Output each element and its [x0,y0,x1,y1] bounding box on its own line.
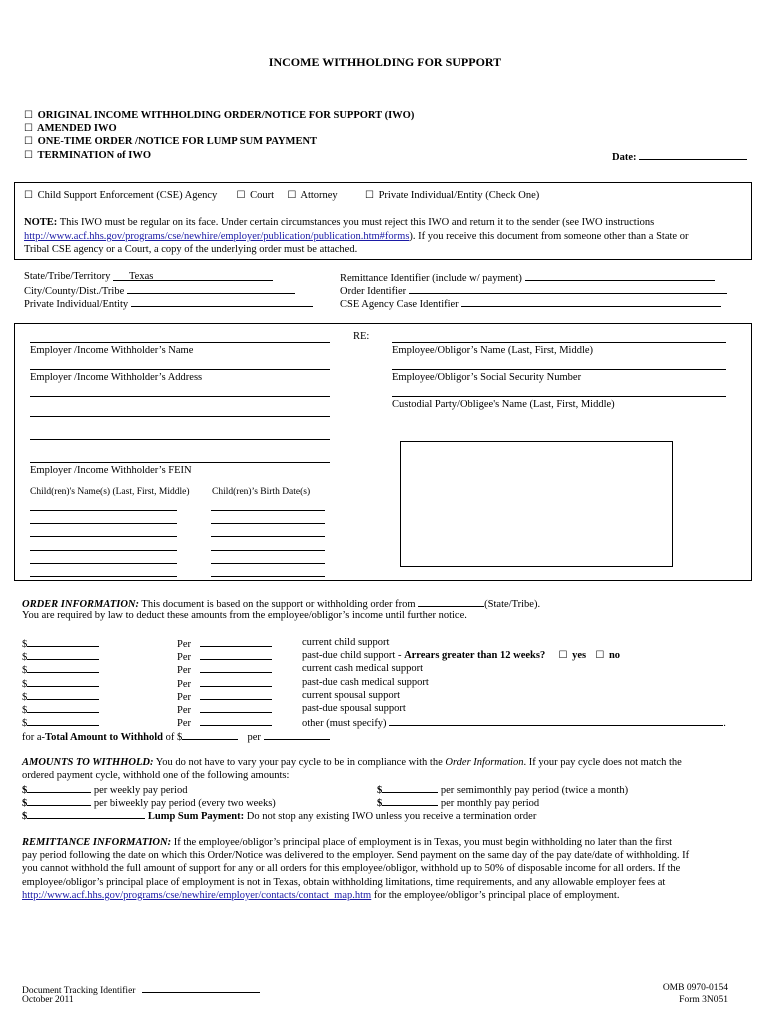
child-name-line[interactable] [30,510,177,511]
amount-row[interactable]: $ [22,663,99,676]
checkbox-icon[interactable]: ☐ [24,136,33,147]
per-input[interactable] [200,650,272,660]
lump-sum-label: Lump Sum Payment: [147,811,245,822]
order-info-heading: ORDER INFORMATION: [22,599,139,610]
remittance-id-input[interactable] [525,271,715,281]
amounts-line-2: ordered payment cycle, withhold one of the following amounts: [22,770,290,781]
state-field[interactable]: State/Tribe/Territory Texas [24,271,273,282]
child-dob-line[interactable] [211,550,325,551]
sender-options [24,190,539,201]
per-field[interactable]: Per [177,716,272,729]
item-other[interactable]: other (must specify) . [302,718,726,729]
child-dob-line[interactable] [211,523,325,524]
private-entity-input[interactable] [131,297,313,307]
order-state-input[interactable] [418,597,484,607]
employee-name-line[interactable] [392,342,726,343]
semimonthly-amount-row[interactable]: $ per semimonthly pay period (twice a month) [377,785,629,796]
lump-sum-input[interactable] [27,809,145,819]
amount-input[interactable] [27,690,99,700]
page-title: INCOME WITHHOLDING FOR SUPPORT [268,55,502,69]
tracking-id-input[interactable] [142,983,260,993]
order-id-field[interactable]: Order Identifier [340,284,727,297]
biweekly-amount-input[interactable] [27,796,91,806]
child-dob-line[interactable] [211,510,325,511]
county-field[interactable]: City/County/Dist./Tribe [24,284,295,297]
county-input[interactable] [127,284,295,294]
employer-address-line[interactable] [30,369,330,370]
amount-input[interactable] [27,703,99,713]
omb-number: OMB 0970-0154 [662,983,728,993]
semimonthly-amount-input[interactable] [382,783,438,793]
employer-address-line-3[interactable] [30,416,330,417]
custodial-name-line[interactable] [392,396,726,397]
order-type-amended[interactable]: ☐ AMENDED IWO [24,123,117,134]
child-dob-line[interactable] [211,536,325,537]
note-line-2: http://www.acf.hhs.gov/programs/cse/newhire/employer/publication/publication.htm#forms). If you receive this document from someone other than a State or [24,231,689,242]
form-date: October 2011 [22,995,74,1005]
per-field[interactable]: Per [177,650,272,663]
order-id-input[interactable] [409,284,727,294]
date-field[interactable]: Date: [612,150,747,163]
note-line-3: Tribal CSE agency or a Court, a copy of the underlying order must be attached. [24,244,358,255]
remittance-line-2: pay period following the date on which this Order/Notice was delivered to the employer. Send payment on the same day of the pay date/date of withholding. If [22,850,690,861]
order-type-termination[interactable]: ☐ TERMINATION of IWO [24,150,151,161]
tracking-id-field[interactable]: Document Tracking Identifier [22,983,260,996]
amount-row[interactable]: $ [22,637,99,650]
case-id-input[interactable] [461,297,721,307]
sender-private-label: Private Individual/Entity [378,190,483,201]
remittance-heading: REMITTANCE INFORMATION: [22,837,172,848]
amount-input[interactable] [27,677,99,687]
monthly-amount-row[interactable]: $ per monthly pay period [377,798,540,809]
checkbox-icon[interactable]: ☐ [24,190,33,201]
custodial-name-label: Custodial Party/Obligee's Name (Last, First, Middle) [392,399,615,410]
total-amount-label: Total Amount to Withhold [45,732,164,743]
total-per-input[interactable] [264,730,330,740]
order-type-original[interactable]: ☐ ORIGINAL INCOME WITHHOLDING ORDER/NOTICE FOR SUPPORT (IWO) [24,110,415,121]
arrears-question: Arrears greater than 12 weeks? [404,650,546,661]
per-input[interactable] [200,703,272,713]
per-input[interactable] [200,690,272,700]
contact-map-link[interactable]: http://www.acf.hhs.gov/programs/cse/newhire/employer/contacts/contact_map.htm [22,890,372,901]
image-area-box [400,441,673,567]
sender-cse-label: Child Support Enforcement (CSE) Agency [37,190,218,201]
per-field[interactable]: Per [177,703,272,716]
weekly-amount-input[interactable] [27,783,91,793]
amount-row[interactable]: $ [22,650,99,663]
amount-row[interactable]: $ [22,716,99,729]
amount-input[interactable] [27,663,99,673]
employer-address-line-2[interactable] [30,396,330,397]
case-id-field[interactable]: CSE Agency Case Identifier [340,297,721,310]
remittance-line-3: you cannot withhold the full amount of support for any or all orders for this employee/obligor, withhold up to 50% of disposable income for all orders. If the [22,863,681,874]
state-value[interactable]: Texas [113,271,273,281]
employee-name-label: Employee/Obligor’s Name (Last, First, Middle) [392,345,594,356]
checkbox-icon[interactable]: ☐ [24,110,33,121]
note-line-1: NOTE: This IWO must be regular on its face. Under certain circumstances you must reject this IWO and return it to the sender (see IWO instructions [24,217,655,228]
date-input[interactable] [639,150,747,160]
total-amount-input[interactable] [182,730,238,740]
amounts-heading: AMOUNTS TO WITHHOLD: [22,757,154,768]
child-name-line[interactable] [30,536,177,537]
employee-ssn-label: Employee/Obligor’s Social Security Number [392,372,582,383]
child-dob-line[interactable] [211,576,325,577]
total-amount-row[interactable]: for a-Total Amount to Withhold of $ per [22,730,330,743]
employer-name-label: Employer /Income Withholder’s Name [30,345,194,356]
form-number: Form 3N051 [679,995,728,1005]
lump-sum-row[interactable]: $ Lump Sum Payment: Do not stop any existing IWO unless you receive a termination order [22,811,537,822]
child-dob-line[interactable] [211,563,325,564]
child-name-line[interactable] [30,576,177,577]
per-input[interactable] [200,637,272,647]
other-specify-input[interactable] [389,716,723,726]
re-label: RE: [353,331,370,342]
item-current-cash-medical: current cash medical support [302,663,423,674]
checkbox-icon[interactable]: ☐ [287,190,297,201]
item-current-spousal: current spousal support [302,690,400,701]
item-past-due-spousal: past-due spousal support [302,703,406,714]
employer-fein-label: Employer /Income Withholder’s FEIN [30,465,192,476]
checkbox-icon[interactable]: ☐ [24,150,33,161]
employer-address-line-4[interactable] [30,439,330,440]
checkbox-icon[interactable]: ☐ [595,650,605,661]
per-input[interactable] [200,716,272,726]
check-one-label: (Check One) [485,190,540,201]
checkbox-icon[interactable]: ☐ [24,123,33,134]
amounts-line-1: AMOUNTS TO WITHHOLD: You do not have to vary your pay cycle to be in compliance with the Order Information. If your pay cycle does not match the [22,757,682,768]
amount-input[interactable] [27,716,99,726]
order-type-lump-sum[interactable]: ☐ ONE-TIME ORDER /NOTICE FOR LUMP SUM PAYMENT [24,136,318,147]
iwo-instructions-link[interactable]: http://www.acf.hhs.gov/programs/cse/newhire/employer/publication/publication.htm#forms [24,231,410,242]
per-field[interactable]: Per [177,637,272,650]
employee-ssn-line[interactable] [392,369,726,370]
monthly-amount-input[interactable] [382,796,438,806]
checkbox-icon[interactable]: ☐ [236,190,246,201]
remittance-line-4: employee/obligor’s principal place of employment is not in Texas, obtain withholding limitations, time requirements, and any allowable employer fees at [22,877,666,888]
checkbox-icon[interactable]: ☐ [558,650,568,661]
item-current-child-support: current child support [302,637,390,648]
item-past-due-child-support: past-due child support - Arrears greater than 12 weeks? ☐ yes ☐ no [302,650,621,661]
remittance-line-5: http://www.acf.hhs.gov/programs/cse/newhire/employer/contacts/contact_map.htm for the employee/obligor’s principal place of employment. [22,890,620,901]
per-field[interactable]: Per [177,690,272,703]
arrears-no-label: no [608,650,621,661]
per-field[interactable]: Per [177,677,272,690]
child-name-line[interactable] [30,550,177,551]
amount-input[interactable] [27,637,99,647]
per-input[interactable] [200,677,272,687]
order-info-line-1: ORDER INFORMATION: This document is based on the support or withholding order from (State/Tribe). [22,599,541,610]
remittance-line-1: REMITTANCE INFORMATION: If the employee/obligor’s principal place of employment is in Texas, you must begin withholding no later than the first [22,837,673,848]
child-name-line[interactable] [30,563,177,564]
biweekly-amount-row[interactable]: $ per biweekly pay period (every two weeks) [22,798,276,809]
employer-address-label: Employer /Income Withholder’s Address [30,372,203,383]
item-past-due-cash-medical: past-due cash medical support [302,677,429,688]
per-input[interactable] [200,663,272,673]
children-names-label: Child(ren)'s Name(s) (Last, First, Middle) [30,487,190,497]
amount-input[interactable] [27,650,99,660]
amount-row[interactable]: $ [22,677,99,690]
sender-attorney-label: Attorney [300,190,338,201]
per-field[interactable]: Per [177,663,272,676]
remittance-id-field[interactable]: Remittance Identifier (include w/ payment) [340,271,715,284]
weekly-amount-row[interactable]: $ per weekly pay period [22,785,188,796]
employer-fein-line[interactable] [30,462,330,463]
child-name-line[interactable] [30,523,177,524]
amount-row[interactable]: $ [22,690,99,703]
arrears-yes-label: yes [572,650,587,661]
order-info-line-2: You are required by law to deduct these amounts from the employee/obligor’s income until further notice. [22,610,467,621]
checkbox-icon[interactable]: ☐ [364,190,374,201]
children-dob-label: Child(ren)’s Birth Date(s) [212,487,311,497]
employer-name-line[interactable] [30,342,330,343]
amount-row[interactable]: $ [22,703,99,716]
private-entity-field[interactable]: Private Individual/Entity [24,297,313,310]
sender-court-label: Court [250,190,275,201]
